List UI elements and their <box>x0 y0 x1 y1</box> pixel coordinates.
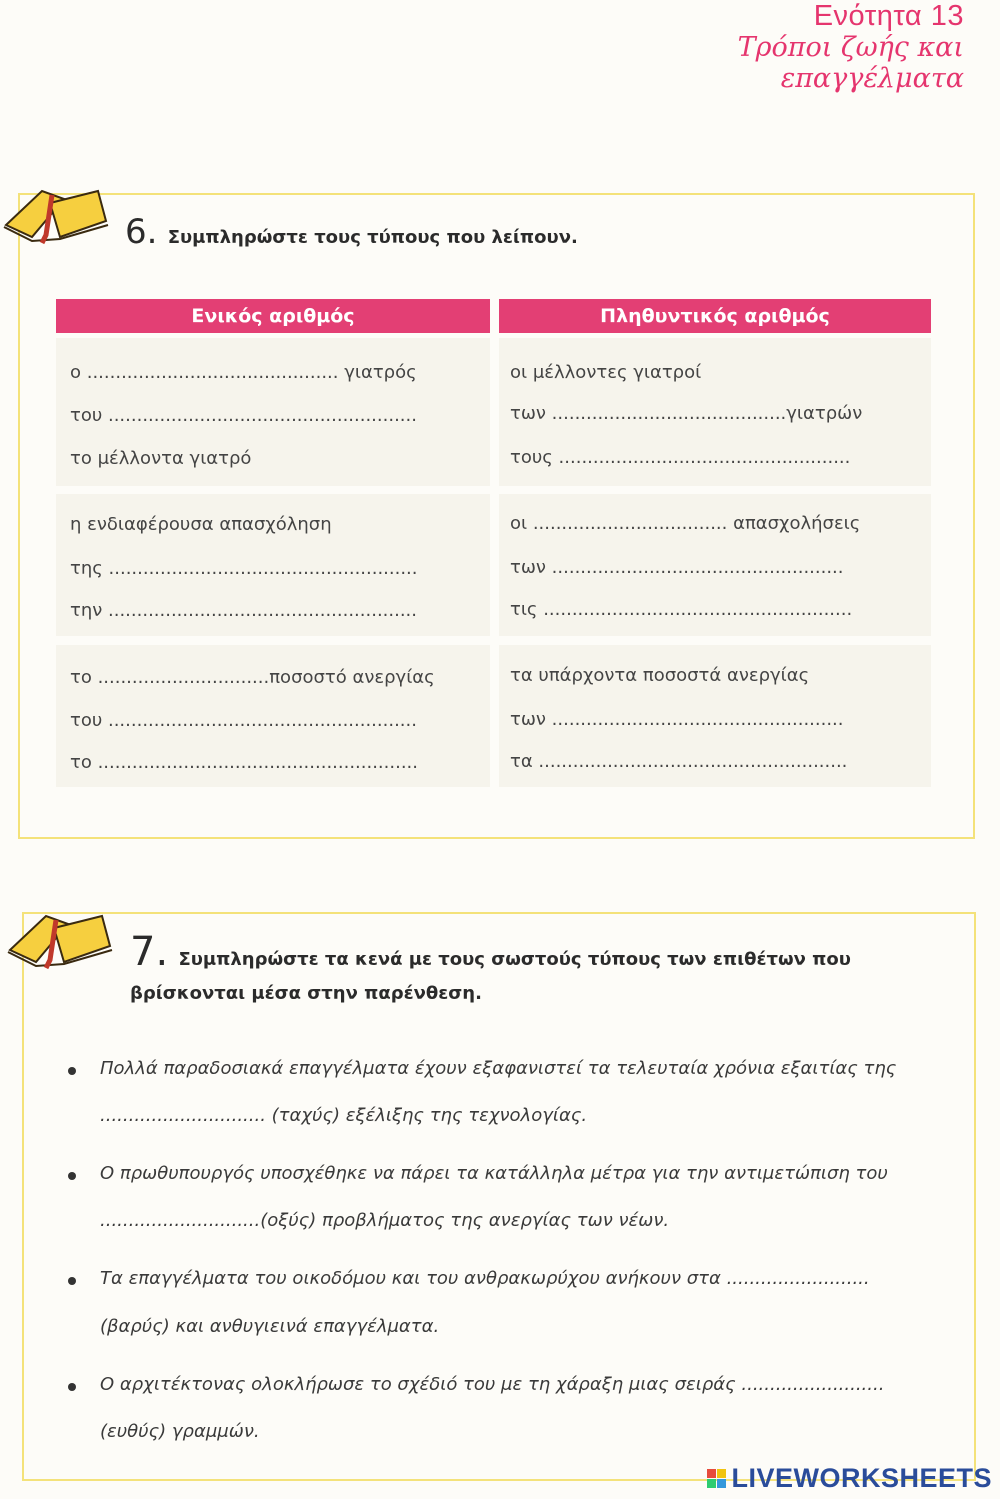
unit-title: Ενότητα 13 <box>813 0 964 32</box>
exercise-7-instruction-line2: βρίσκονται μέσα στην παρένθεση. <box>130 983 482 1004</box>
sentence-fill-line[interactable]: ............................(οξύς) προβλήματος της ανεργίας των νέων. <box>100 1210 670 1231</box>
sentence-line: Ο πρωθυπουργός υποσχέθηκε να πάρει τα κατάλληλα μέτρα για την αντιμετώπιση του <box>100 1163 888 1184</box>
fill-row[interactable]: τις ...................................................... <box>510 599 853 620</box>
sentence-fill-line[interactable]: Τα επαγγέλματα του οικοδόμου και του ανθρακωρύχου ανήκουν στα ......................... <box>100 1268 870 1289</box>
fill-row[interactable]: το ..............................ποσοστό ανεργίας <box>70 667 435 688</box>
exercise-7-number: 7. <box>130 929 169 975</box>
fill-row[interactable]: του ...................................................... <box>70 405 417 426</box>
fill-row[interactable]: των .........................................γιατρών <box>510 403 863 424</box>
table-row: τα υπάρχοντα ποσοστά ανεργίας <box>510 665 810 686</box>
table-row: η ενδιαφέρουσα απασχόληση <box>70 514 332 535</box>
table-row: οι μέλλοντες γιατροί <box>510 362 702 383</box>
sentence-fill-line[interactable]: ............................. (ταχύς) εξέλιξης της τεχνολογίας. <box>100 1105 588 1126</box>
fill-row[interactable]: τα ...................................................... <box>510 751 848 772</box>
liveworksheets-icon <box>707 1469 726 1488</box>
fill-row[interactable]: της ...................................................... <box>70 558 418 579</box>
exercise-7-title <box>130 929 890 1011</box>
fill-row[interactable]: την ...................................................... <box>70 600 417 621</box>
fill-row[interactable]: τους ................................................... <box>510 447 851 468</box>
open-book-icon <box>6 910 118 970</box>
fill-row[interactable]: του ...................................................... <box>70 710 417 731</box>
unit-header <box>738 0 964 94</box>
fill-row[interactable]: το ........................................................ <box>70 752 418 773</box>
sentence-fill-line[interactable]: Ο αρχιτέκτονας ολοκλήρωσε το σχέδιό του με τη χάραξη μιας σειράς ......................... <box>100 1374 885 1395</box>
table-row: το μέλλοντα γιατρό <box>70 448 252 469</box>
plural-column-header: Πληθυντικός αριθμός <box>499 299 931 333</box>
liveworksheets-logo <box>707 1463 992 1494</box>
open-book-icon <box>2 185 114 245</box>
fill-row[interactable]: ο ............................................ γιατρός <box>70 362 417 383</box>
bullet-icon <box>68 1383 76 1391</box>
exercise-6-number: 6. <box>125 212 158 252</box>
sentence-line: (βαρύς) και ανθυγιεινά επαγγέλματα. <box>100 1316 440 1337</box>
liveworksheets-brand: LIVEWORKSHEETS <box>731 1463 992 1493</box>
bullet-icon <box>68 1277 76 1285</box>
sentence-line: (ευθύς) γραμμών. <box>100 1421 260 1442</box>
fill-row[interactable]: των ................................................... <box>510 557 844 578</box>
exercise-6-instruction: Συμπληρώστε τους τύπους που λείπουν. <box>167 227 578 248</box>
unit-subtitle-line1: Τρόποι ζωής και <box>737 32 964 63</box>
bullet-icon <box>68 1067 76 1075</box>
fill-row[interactable]: οι .................................. απασχολήσεις <box>510 513 861 534</box>
bullet-icon <box>68 1172 76 1180</box>
sentence-line: Πολλά παραδοσιακά επαγγέλματα έχουν εξαφανιστεί τα τελευταία χρόνια εξαιτίας της <box>100 1058 897 1079</box>
singular-column-header: Ενικός αριθμός <box>56 299 490 333</box>
unit-subtitle-line2: επαγγέλματα <box>780 63 964 94</box>
fill-row[interactable]: των ................................................... <box>510 709 844 730</box>
exercise-6-title <box>125 212 578 252</box>
exercise-7-instruction-line1: Συμπληρώστε τα κενά με τους σωστούς τύπους των επιθέτων που <box>178 949 851 970</box>
